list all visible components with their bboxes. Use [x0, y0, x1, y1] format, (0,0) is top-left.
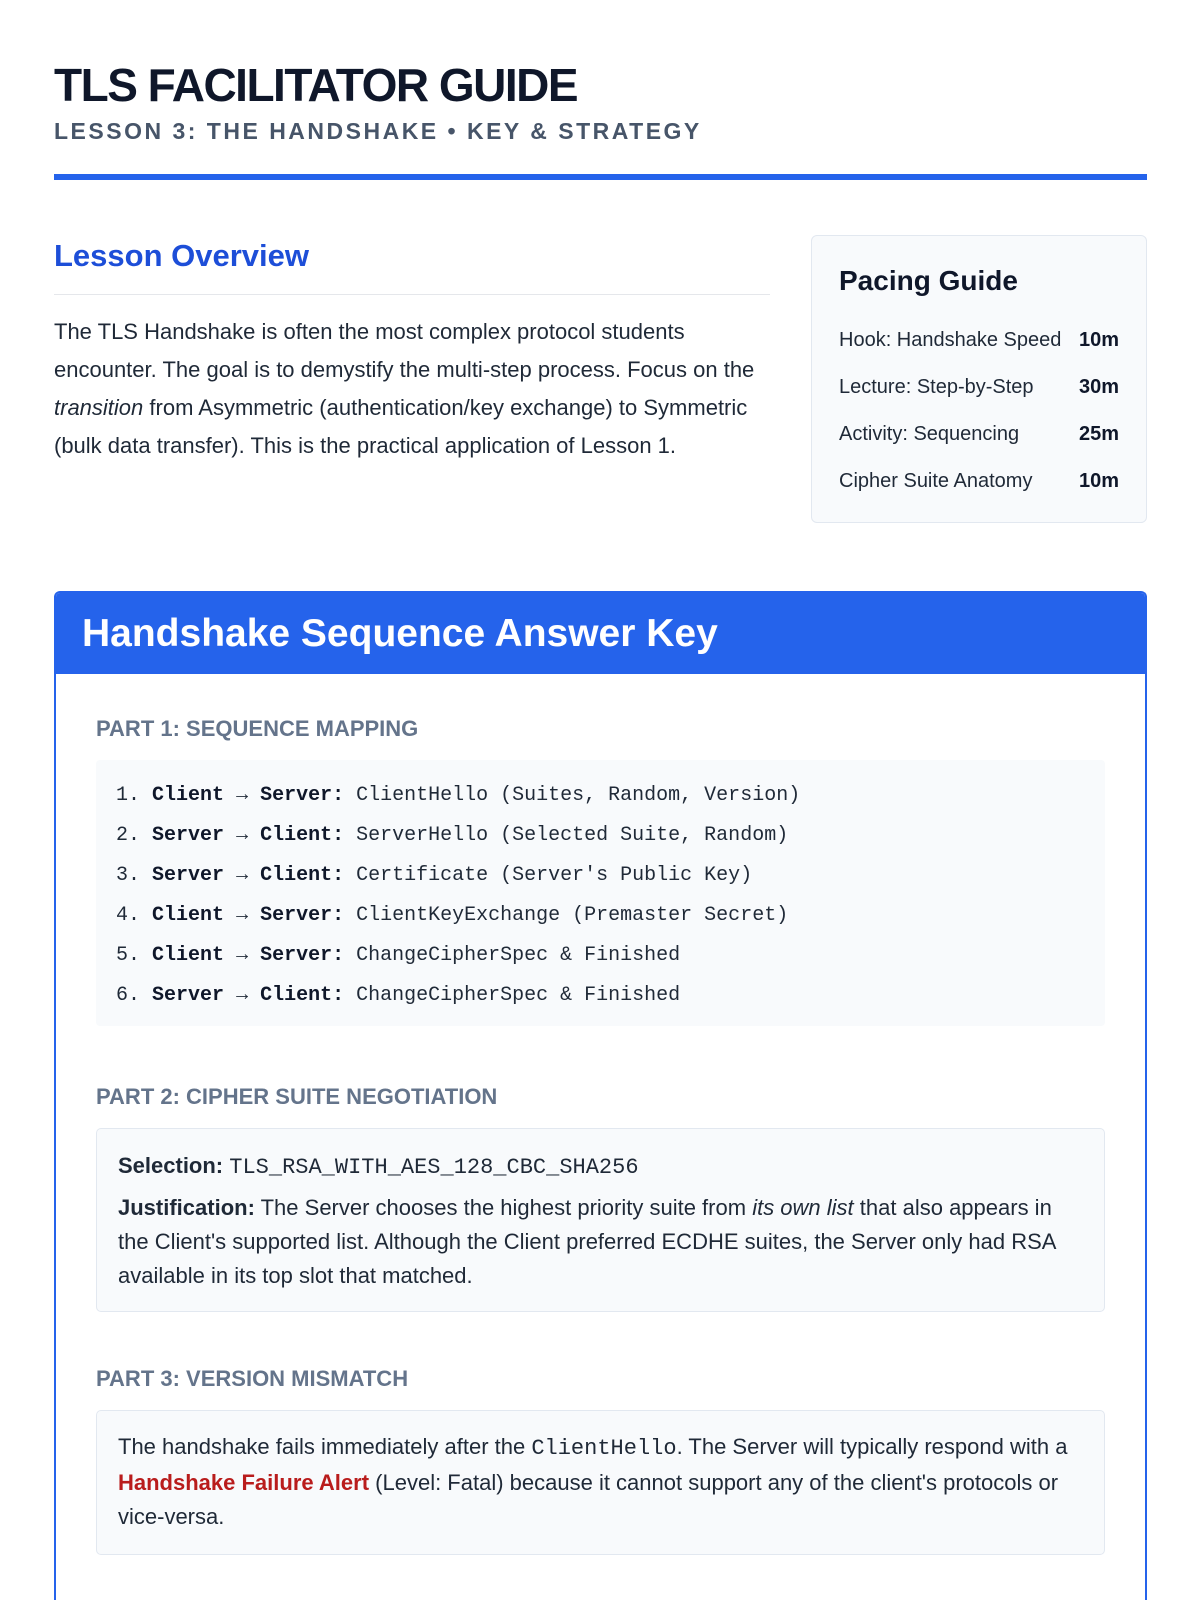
lesson-overview — [54, 234, 770, 465]
arrow-icon: → — [236, 864, 249, 887]
cipher-suite-box — [96, 1128, 1105, 1312]
sequence-step — [116, 856, 1085, 896]
answer-key-body — [56, 714, 1145, 1555]
sequence-step — [116, 776, 1085, 816]
pacing-duration: 25m — [1078, 423, 1119, 445]
step-to: Client: — [260, 864, 345, 887]
pacing-label: Lecture: Step-by-Step — [839, 376, 1034, 398]
part1-title: PART 1: SEQUENCE MAPPING — [96, 716, 419, 741]
overview-heading: Lesson Overview — [54, 238, 310, 273]
arrow-icon: → — [236, 984, 249, 1007]
mismatch-text-part1: The handshake fails immediately after the — [118, 1434, 532, 1459]
pacing-row — [839, 411, 1119, 458]
version-mismatch-box — [96, 1410, 1105, 1555]
arrow-icon: → — [236, 824, 249, 847]
selection-line — [118, 1149, 1084, 1185]
overview-text-part1: The TLS Handshake is often the most complex protocol students encounter. The goal is to demystify the multi-step process. Focus on the — [54, 319, 755, 382]
step-from: Client — [152, 904, 225, 927]
pacing-guide — [811, 235, 1147, 523]
step-number: 3. — [116, 864, 141, 887]
justification-emphasis: its own list — [752, 1195, 854, 1220]
mismatch-code: ClientHello — [531, 1436, 677, 1461]
pacing-row — [839, 458, 1119, 505]
step-message: Certificate (Server's Public Key) — [356, 864, 753, 887]
guide-subtitle: LESSON 3: THE HANDSHAKE • KEY & STRATEGY — [54, 118, 702, 144]
handshake-failure-alert: Handshake Failure Alert — [118, 1470, 370, 1495]
justification-line — [118, 1191, 1084, 1293]
pacing-title: Pacing Guide — [839, 265, 1018, 296]
pacing-duration: 10m — [1078, 470, 1119, 492]
answer-key-header — [56, 593, 1145, 674]
pacing-label: Hook: Handshake Speed — [839, 329, 1062, 351]
pacing-row — [839, 317, 1119, 364]
overview-divider — [54, 294, 770, 295]
mismatch-text-part2: . The Server will typically respond with a — [676, 1434, 1068, 1459]
justification-label: Justification: — [118, 1195, 255, 1220]
part3-title: PART 3: VERSION MISMATCH — [96, 1366, 409, 1391]
pacing-duration: 10m — [1078, 329, 1119, 351]
selection-label: Selection: — [118, 1153, 224, 1178]
header-rule — [54, 174, 1147, 180]
part2-title: PART 2: CIPHER SUITE NEGOTIATION — [96, 1084, 498, 1109]
step-to: Server: — [260, 904, 345, 927]
arrow-icon: → — [236, 784, 249, 807]
step-from: Server — [152, 824, 225, 847]
step-to: Server: — [260, 944, 345, 967]
sequence-step — [116, 896, 1085, 936]
step-number: 5. — [116, 944, 141, 967]
pacing-row — [839, 364, 1119, 411]
step-to: Server: — [260, 784, 345, 807]
arrow-icon: → — [236, 944, 249, 967]
step-from: Server — [152, 864, 225, 887]
step-number: 2. — [116, 824, 141, 847]
mismatch-text-part3: (Level: Fatal) because it cannot support any of the client's protocols or vice-versa. — [118, 1470, 1059, 1529]
pacing-label: Activity: Sequencing — [839, 423, 1020, 445]
step-to: Client: — [260, 984, 345, 1007]
arrow-icon: → — [236, 904, 249, 927]
answer-key-card — [54, 591, 1147, 1600]
step-message: ChangeCipherSpec & Finished — [356, 944, 681, 967]
overview-text-part2: from Asymmetric (authentication/key exchange) to Symmetric (bulk data transfer). This is the practical application of Lesson 1. — [54, 395, 748, 458]
step-from: Client — [152, 944, 225, 967]
step-number: 6. — [116, 984, 141, 1007]
selection-value: TLS_RSA_WITH_AES_128_CBC_SHA256 — [229, 1155, 639, 1180]
justification-text-part2: that also appears in the Client's supported list. Although the Client preferred ECDHE suites, the Server only had RSA available in its top slot that matched. — [118, 1195, 1056, 1288]
step-message: ClientHello (Suites, Random, Version) — [356, 784, 801, 807]
step-number: 1. — [116, 784, 141, 807]
pacing-duration: 30m — [1078, 376, 1119, 398]
justification-text-part1: The Server chooses the highest priority suite from — [254, 1195, 753, 1220]
step-from: Server — [152, 984, 225, 1007]
step-message: ClientKeyExchange (Premaster Secret) — [356, 904, 789, 927]
overview-emphasis: transition — [54, 395, 144, 420]
sequence-step — [116, 976, 1085, 1016]
step-from: Client — [152, 784, 225, 807]
step-to: Client: — [260, 824, 345, 847]
sequence-step — [116, 816, 1085, 856]
sequence-step — [116, 936, 1085, 976]
sequence-list — [96, 760, 1105, 1026]
step-message: ServerHello (Selected Suite, Random) — [356, 824, 789, 847]
version-mismatch-text — [118, 1430, 1084, 1534]
pacing-label: Cipher Suite Anatomy — [839, 470, 1033, 492]
step-message: ChangeCipherSpec & Finished — [356, 984, 681, 1007]
step-number: 4. — [116, 904, 141, 927]
answer-key-title: Handshake Sequence Answer Key — [82, 611, 718, 655]
overview-text — [54, 313, 770, 465]
guide-title: TLS FACILITATOR GUIDE — [54, 59, 578, 111]
